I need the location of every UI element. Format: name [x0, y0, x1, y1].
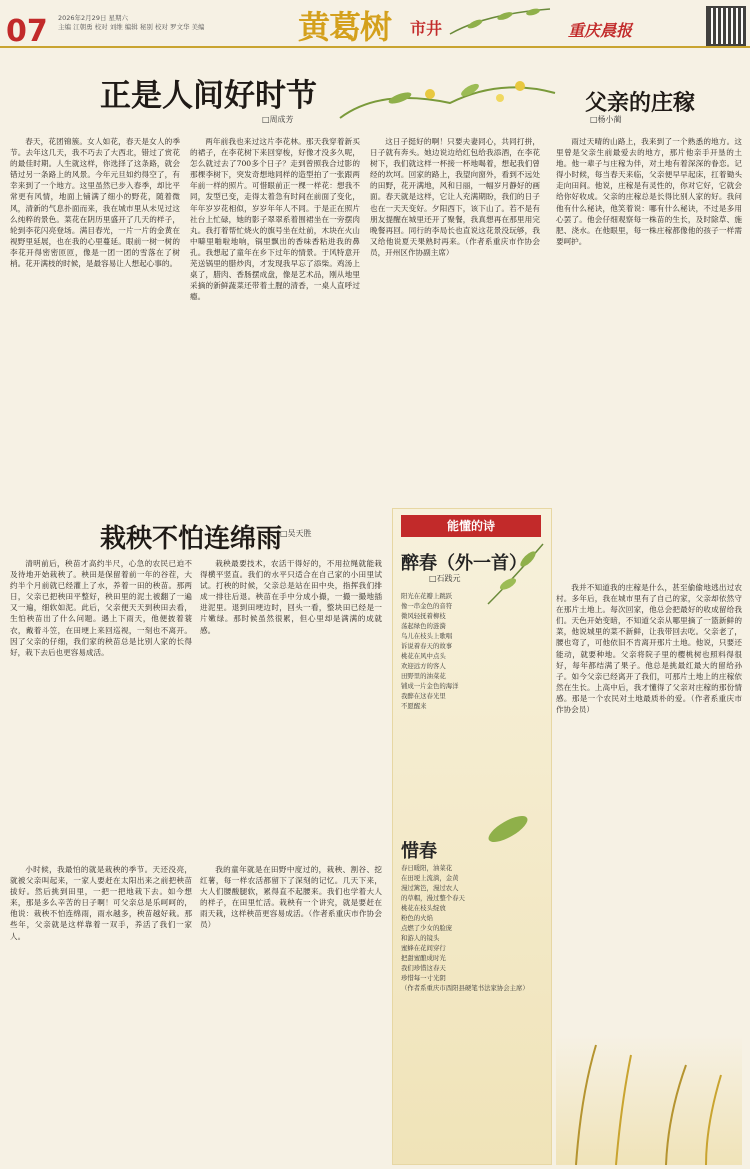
leaf-icon [473, 799, 543, 859]
leaf-decoration-icon [445, 4, 555, 42]
editors-line: 主编 江朝勇 校对 刘维 编辑 秘别 校对 罗文华 美编 [58, 23, 205, 31]
article2-col1: 雨过天晴的山路上，我来到了一个熟悉的地方。这里曾是父亲生前最爱去的地方，那片他亲手开垦的土地。他一辈子与庄稼为伴，对土地有着深深的眷恋。记得小时候，每当春天来临，父亲便早早起床，扛着锄头走向田间。他说，庄稼是有灵性的，你对它好，它就会给你好收成。父亲的庄稼总是长得比别人家的好。我问他有什么秘诀，他笑着说：哪有什么秘诀，不过是多用心罢了。他会仔细观察每一株苗的生长，及时除草、施肥、浇水。在他眼里，每一株庄稼都像他的孩子一样需要呵护。 [556, 137, 742, 246]
article3-title: 栽秧不怕连绵雨 [100, 524, 283, 554]
article3-col3: 栽秧最要技术，农活干得好的，不用拉绳就能栽得横平竖直。我们的水平只适合在自己家的小田里试试。打秧的时候，父亲总是站在田中央，指挥我们排成一排往后退。秧苗在手中分成小撮，一撮一撮地插进泥里。退到田埂边时，回头一看，整块田已经是一片嫩绿。那时候虽然很累，但心里却是满满的成就感。 [200, 559, 382, 635]
poetry-column-label: 能懂的诗 [401, 515, 541, 537]
poem2-text: 春日暖阳，油菜花 在田埂上流淌，金黄 漫过篱笆，漫过农人 的草帽，漫过整个春天 桃花在枝头绽放 粉色的火焰 点燃了少女的脸庞 和游人的镜头 蜜蜂在花间穿行 把甜蜜酿成时光 我们珍惜这春天 珍惜每一寸光阴 （作者系重庆市酉阳县硬笔书法家协会主席） [401, 864, 529, 992]
qr-code-icon [706, 6, 746, 46]
masthead [0, 0, 750, 48]
article2-col2: 我并不知道我的庄稼是什么，甚至偷偷地逃出过农村。多年后，我在城市里有了自己的家，父亲却依然守在那片土地上。每次回家，他总会把最好的收成留给我们。天色开始变暗，不知道父亲从哪里摘了一篮新鲜的菜，他说城里的菜不新鲜，让我带回去吃。父亲老了，腰也弯了，可他依旧不肯离开那片土地。他说，只要还能动，就要种地。父亲将院子里的樱桃树也照料得很好，每年都结满了果子。他总是挑最红最大的留给孙子。如今父亲已经离开了我们，可那片土地上的庄稼依然在生长。上高中后，我才懂得了父亲对庄稼的那份情感。那是一个农民对土地最质朴的爱。（作者系重庆市作协会员） [556, 583, 742, 715]
date-line: 2026年2月29日 星期六 [58, 14, 129, 22]
article1-col2: 两年前我也来过这片李花林。那天我穿着新买的裙子，在李花树下来回穿梭，好像才没多久呢，怎么就过去了700多个日子？走到曾照我合过影的那棵李树下，突发奇想地同样的造型拍了一张跟两年前一样的照片。可惜眼前正一棵一样花：想我不同，发型已变，走得太着急有时间在前面了变化，年年岁岁花相似，岁岁年年人不同。于是正在照片社台上忙碌，她的影子翠翠系着围裙坐在一旁摆肉丸。我打着帮忙烧火的旗号坐在灶前，木块在火山中噼里啪啦地响，锅里飘出的香味香粘进我的鼻孔。我想起了童年在乡下过年的情景。于风特意开芜送锅里的腊炒肉，才发现我早忘了添柴。鸡汤上桌了，腊肉、香肠摆成盘，像是艺术品，刚从地里采摘的新鲜蔬菜还带着土腥的清香，一桌人直呼过瘾。 [190, 137, 360, 302]
article3-col2: 小时候，我最怕的就是栽秧的季节。天还没亮，就被父亲叫起来，一家人要赶在太阳出来之前把秧苗拔好。然后挑到田里，一把一把地栽下去。如今想来，那是多么辛苦的日子啊！可父亲总是乐呵呵的，他说：栽秧不怕连绵雨，雨水越多，秧苗越好栽。那些年，父亲就是这样靠着一双手，养活了我们一家人。 [10, 865, 192, 941]
section-subtitle: 市井 [410, 19, 443, 38]
brand-logo: 重庆晨报 [568, 21, 633, 40]
poem1-text: 阳光在花瓣上跳跃 像一串金色的音符 微风轻抚着柳枝 荡起绿色的涟漪 鸟儿在枝头上歌唱 诉说着春天的故事 桃花在风中点头 欢迎远方的客人 田野里的油菜花 铺成一片金色的海洋 我醉在这春光里 不愿醒来 [401, 592, 459, 710]
poem2-title: 惜春 [401, 841, 437, 862]
section-title: 黄葛树 [298, 8, 392, 46]
grass-decoration-icon [556, 1035, 742, 1165]
article1-col3: 这日子挺好的啊！只要夫妻同心，共同打拼，日子就有奔头。她边说边给红包给我添酒，在李花树下，我们就这样一杯接一杯地喝着，想起我们曾经的坎坷。回家的路上，我望向窗外，看到不远处的田野，花开满地，风和日丽，一幅岁月静好的画面。春天就是这样，它让人充满期盼，我们的日子也在一天天变好。夕阳西下，该下山了。若不是有朋友提醒在城里还开了聚餐，我真想再在那里用完晚餐再回。同行的李局长也直说这花景没玩够，我又给他说夏天果熟时再来。（作者系重庆市作协会员，开州区作协副主席） [370, 137, 540, 257]
page-number: 07 [6, 14, 48, 49]
article3-author: □吴天胜 [280, 529, 312, 538]
article2-author: □杨小蔺 [590, 115, 622, 124]
grass-decoration [556, 1035, 742, 1165]
article3-col1: 清明前后，秧苗才高约半尺，心急的农民已迫不及待地开始栽秧了。秧田是保留着前一年的谷茬，大约半个月前就已经灌上了水，养着一田的秧苗。那两日，父亲已把秧田平整好，秧田里的泥土被翻了一遍又一遍，细软如泥。此后，父亲便天天到秧田去看，生怕秧苗出了什么问题。遇上下雨天，他便披着蓑衣，戴着斗笠，在田埂上来回巡视，一刻也不离开。因了父亲的仔细，我们家的秧苗总是比别人家的长得好，栽下去后也更容易成活。 [10, 559, 192, 657]
article2-title: 父亲的庄稼 [585, 91, 696, 116]
article1-title: 正是人间好时节 [100, 78, 317, 114]
poetry-box [392, 508, 552, 1165]
article1-author: □周成芳 [262, 115, 294, 124]
poem1-title: 醉春（外一首） [401, 553, 527, 574]
poem1-author: □石践元 [429, 574, 461, 583]
article3-col4: 我的童年就是在田野中度过的，栽秧、割谷、挖红薯，每一样农活都留下了深刻的记忆。几天下来，大人们腰酸腿软，累得直不起腰来。我们也学着大人的样子，在田里忙活。栽秧有一个讲究，就是要赶在雨天栽，这样秧苗更容易成活。（作者系重庆市作协会员） [200, 865, 382, 930]
article1-col1: 春天，花团锦簇。女人如花，春天是女人的季节。去年这几天，我不巧去了大西北，错过了赏花的最佳时期。人生就这样，你选择了这条路，就会错过另一条路上的风景。今年元旦如约得空了，有幸来到了一个地方。这里虽然已步入春季，却比平常更有风情，地面上铺满了细小的野花，随着微风，清新的气息扑面而来，我在城市里从未见过这么纯粹的景色。菜花在阴历里盛开了几天的样子，轮到李花闪亮登场。满目春光，一片一片的金黄在视野里延展，也在我的心里蔓延。眼前一树一树的李花开得密密匝匝，像是一团一团的雪落在了树梢。花开满枝的时候，是最容易让人想起心事的。 [10, 137, 180, 269]
